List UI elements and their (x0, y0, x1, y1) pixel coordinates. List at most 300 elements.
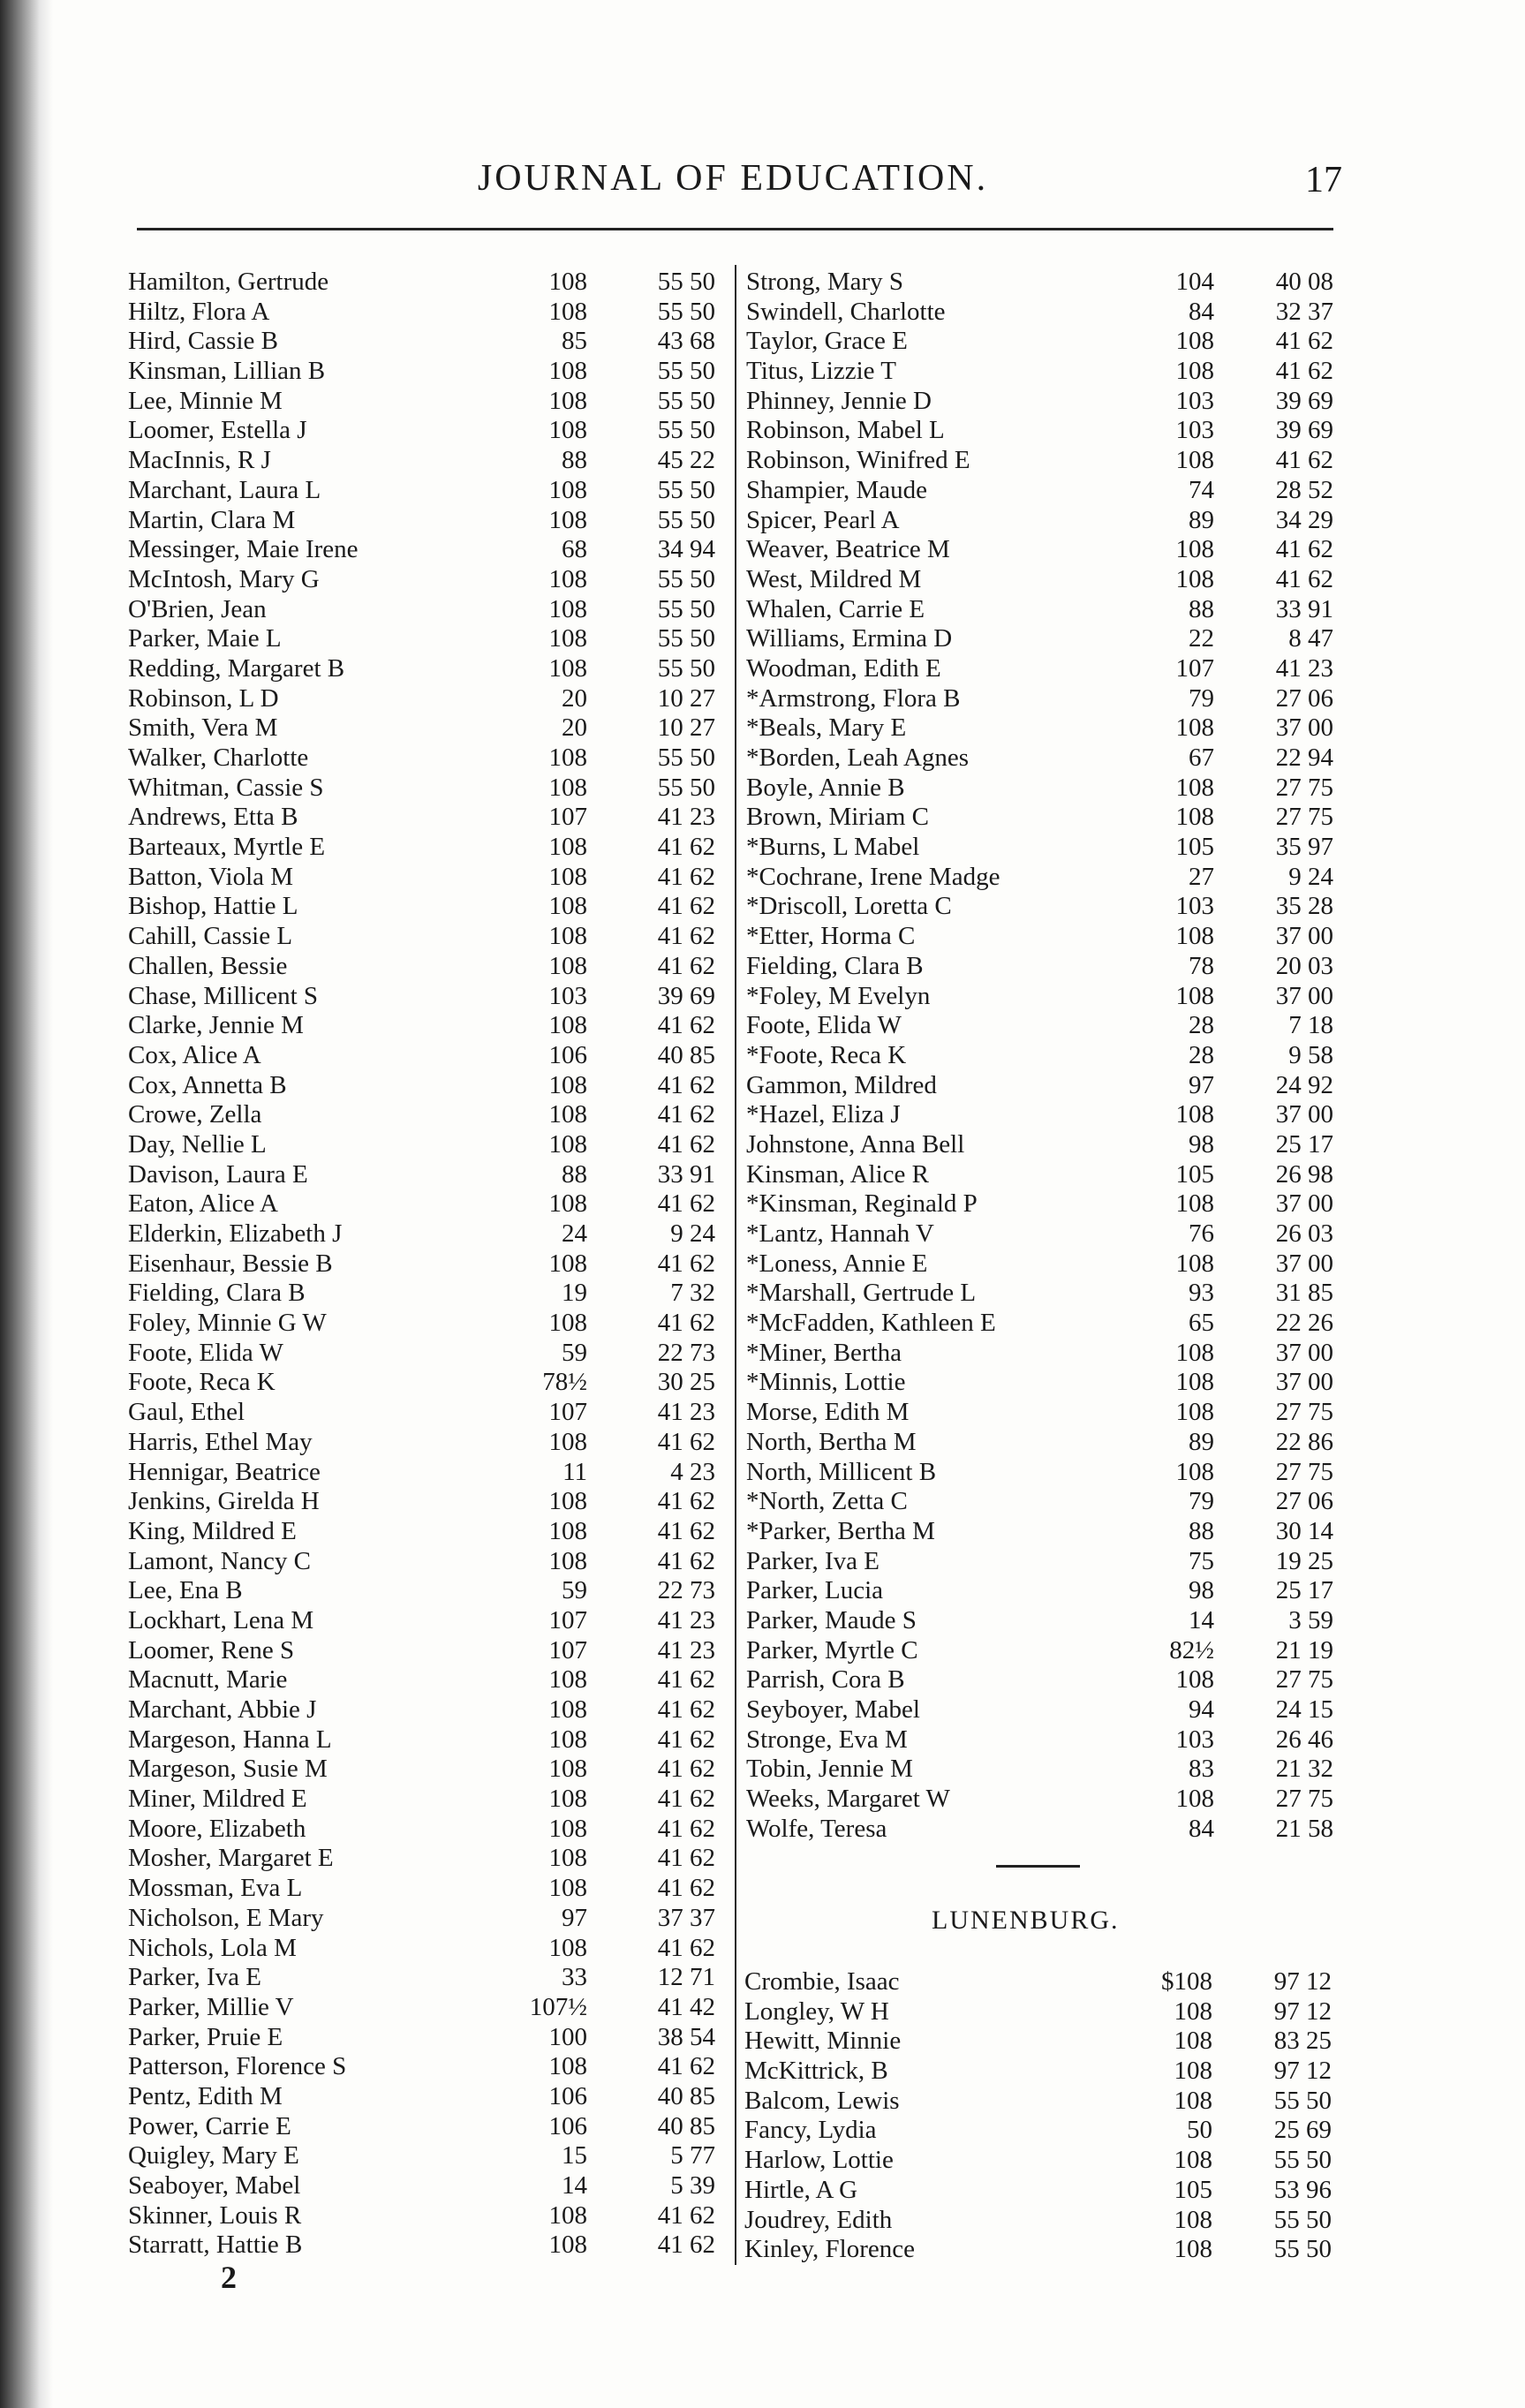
table-row (128, 952, 720, 982)
table-row (128, 1963, 720, 1993)
teacher-name: *North, Zetta C (746, 1487, 908, 1516)
grant-amount: 27 75 (1275, 1457, 1333, 1486)
grant-amount: 37 00 (1275, 1338, 1333, 1367)
journal-title: JOURNAL OF EDUCATION. (477, 158, 989, 199)
teacher-name: MacInnis, R J (128, 446, 271, 475)
grant-amount: 33 91 (1275, 594, 1333, 623)
grant-amount: 39 69 (1275, 386, 1333, 415)
grant-amount: 41 62 (1275, 327, 1333, 356)
table-row (746, 268, 1333, 298)
teacher-name: Williams, Ermina D (746, 624, 953, 653)
table-row (128, 1815, 720, 1845)
grant-amount: 25 17 (1275, 1576, 1333, 1605)
days-taught: 108 (548, 1189, 587, 1219)
table-row (746, 1695, 1333, 1725)
days-taught: 108 (548, 1814, 587, 1843)
days-taught: 108 (548, 744, 587, 772)
grant-amount: 55 50 (1273, 2235, 1332, 2264)
teacher-name: Parker, Pruie E (128, 2022, 283, 2051)
days-taught: 88 (562, 446, 587, 475)
grant-amount: 55 50 (657, 416, 715, 445)
days-taught: $108 (1161, 1967, 1212, 1996)
header-rule (137, 228, 1333, 230)
days-taught: 108 (548, 1100, 587, 1129)
days-taught: 108 (1175, 1249, 1214, 1278)
table-row (128, 357, 720, 387)
days-taught: 108 (548, 386, 587, 415)
grant-amount: 55 50 (657, 653, 715, 683)
days-taught: 59 (562, 1338, 587, 1367)
grant-amount: 9 24 (1288, 862, 1333, 891)
table-row (128, 1517, 720, 1547)
grant-amount: 30 14 (1275, 1516, 1333, 1545)
table-row (128, 654, 720, 684)
table-row (128, 2141, 720, 2171)
grant-amount: 30 25 (657, 1368, 715, 1397)
grant-amount: 22 73 (657, 1576, 715, 1605)
teacher-name: Robinson, Mabel L (746, 416, 945, 445)
table-row (746, 506, 1333, 536)
days-taught: 108 (1175, 1457, 1214, 1486)
days-taught: 105 (1175, 1159, 1214, 1189)
teacher-name: Bishop, Hattie L (128, 892, 298, 921)
teacher-name: *Beals, Mary E (746, 713, 907, 743)
table-row (128, 506, 720, 536)
teacher-name: Foley, Minnie G W (128, 1309, 327, 1338)
grant-amount: 39 69 (657, 981, 715, 1010)
grant-amount: 55 50 (657, 268, 715, 296)
teacher-name: McKittrick, B (744, 2057, 888, 2086)
grant-amount: 7 32 (670, 1279, 715, 1308)
grant-amount: 55 50 (657, 624, 715, 653)
table-row (744, 2206, 1336, 2236)
teacher-name: Shampier, Maude (746, 475, 928, 504)
days-taught: 108 (548, 2200, 587, 2230)
grant-amount: 37 00 (1275, 1100, 1333, 1129)
teacher-name: Chase, Millicent S (128, 981, 319, 1010)
days-taught: 108 (548, 1427, 587, 1456)
grant-amount: 37 37 (657, 1903, 715, 1932)
days-taught: 108 (548, 922, 587, 951)
teacher-name: Gammon, Mildred (746, 1070, 937, 1099)
teacher-name: *Kinsman, Reginald P (746, 1189, 978, 1219)
teacher-name: West, Mildred M (746, 564, 922, 593)
days-taught: 108 (548, 268, 587, 296)
grant-amount: 26 03 (1275, 1219, 1333, 1248)
grant-amount: 5 39 (670, 2171, 715, 2200)
table-row (746, 982, 1333, 1012)
teacher-name: Smith, Vera M (128, 713, 278, 743)
teacher-name: Challen, Bessie (128, 951, 288, 980)
grant-amount: 40 85 (657, 2111, 715, 2140)
grant-amount: 41 62 (657, 1011, 715, 1040)
table-row (746, 952, 1333, 982)
grant-amount: 39 69 (1275, 416, 1333, 445)
table-row (128, 1934, 720, 1964)
table-row (744, 2027, 1336, 2057)
days-taught: 106 (548, 1040, 587, 1069)
days-taught: 88 (562, 1159, 587, 1189)
days-taught: 105 (1174, 2175, 1212, 2204)
grant-amount: 55 50 (657, 773, 715, 802)
grant-amount: 21 58 (1275, 1814, 1333, 1843)
days-taught: 108 (548, 1546, 587, 1575)
teacher-name: *Driscoll, Loretta C (746, 892, 952, 921)
grant-amount: 41 62 (657, 2231, 715, 2260)
teacher-name: Clarke, Jennie M (128, 1011, 304, 1040)
days-taught: 98 (1189, 1576, 1214, 1605)
teacher-name: Moore, Elizabeth (128, 1814, 306, 1843)
table-row (128, 2112, 720, 2142)
table-row (128, 1576, 720, 1606)
teacher-name: Hewitt, Minnie (744, 2027, 902, 2056)
grant-amount: 4 23 (670, 1457, 715, 1486)
table-row (128, 1874, 720, 1904)
days-taught: 33 (562, 1963, 587, 1992)
table-row (744, 2235, 1336, 2265)
grant-amount: 97 12 (1273, 2057, 1332, 2086)
teacher-name: *Borden, Leah Agnes (746, 744, 970, 772)
teacher-name: Gaul, Ethel (128, 1398, 245, 1427)
grant-amount: 41 62 (657, 1189, 715, 1219)
days-taught: 108 (548, 1487, 587, 1516)
teacher-name: Batton, Viola M (128, 862, 294, 891)
teacher-name: *Loness, Annie E (746, 1249, 928, 1278)
teacher-name: Lee, Minnie M (128, 386, 283, 415)
teacher-name: Parrish, Cora B (746, 1665, 905, 1695)
teacher-name: Whalen, Carrie E (746, 594, 925, 623)
teacher-name: Loomer, Estella J (128, 416, 307, 445)
teacher-name: Titus, Lizzie T (746, 357, 896, 386)
teacher-name: Weaver, Beatrice M (746, 535, 950, 564)
teacher-name: Patterson, Florence S (128, 2052, 347, 2081)
teacher-name: Phinney, Jennie D (746, 386, 932, 415)
table-row (746, 774, 1333, 804)
grant-amount: 31 85 (1275, 1279, 1333, 1308)
teacher-name: *Miner, Bertha (746, 1338, 902, 1367)
grant-amount: 27 75 (1275, 1398, 1333, 1427)
days-taught: 105 (1175, 833, 1214, 862)
table-row (744, 2087, 1336, 2117)
section-title-lunenburg: LUNENBURG. (932, 1906, 1120, 1935)
days-taught: 107½ (529, 1992, 587, 2021)
table-row (746, 1189, 1333, 1219)
teacher-name: Woodman, Edith E (746, 653, 941, 683)
teacher-name: Joudrey, Edith (744, 2205, 893, 2234)
table-row (128, 684, 720, 714)
page-edge-shadow (0, 0, 53, 2408)
teacher-name: Day, Nellie L (128, 1129, 267, 1159)
days-taught: 108 (1175, 1785, 1214, 1814)
days-taught: 103 (1175, 386, 1214, 415)
teacher-name: Swindell, Charlotte (746, 297, 946, 326)
table-row (746, 684, 1333, 714)
table-row (746, 1011, 1333, 1041)
teacher-name: Fancy, Lydia (744, 2116, 877, 2145)
days-taught: 108 (548, 1695, 587, 1724)
grant-amount: 37 00 (1275, 922, 1333, 951)
days-taught: 108 (1175, 535, 1214, 564)
days-taught: 84 (1189, 297, 1214, 326)
days-taught: 76 (1189, 1219, 1214, 1248)
table-row (746, 298, 1333, 328)
teacher-name: Boyle, Annie B (746, 773, 905, 802)
table-row (128, 446, 720, 476)
grant-amount: 21 19 (1275, 1635, 1333, 1664)
grant-amount: 20 03 (1275, 951, 1333, 980)
table-row (746, 1606, 1333, 1636)
table-row (128, 387, 720, 417)
teacher-name: *Minnis, Lottie (746, 1368, 906, 1397)
teacher-name: *Parker, Bertha M (746, 1516, 935, 1545)
table-row (128, 2231, 720, 2261)
grant-amount: 41 62 (657, 1249, 715, 1278)
days-taught: 108 (1175, 1368, 1214, 1397)
table-row (128, 1695, 720, 1725)
table-row (746, 1279, 1333, 1309)
grant-amount: 41 62 (657, 1516, 715, 1545)
table-row (128, 1904, 720, 1934)
table-row (128, 1755, 720, 1785)
teacher-name: Walker, Charlotte (128, 744, 309, 772)
grant-amount: 55 50 (657, 475, 715, 504)
days-taught: 108 (1174, 2057, 1212, 2086)
days-taught: 108 (548, 1070, 587, 1099)
lunenburg-list (744, 1967, 1336, 2265)
teacher-name: Harris, Ethel May (128, 1427, 313, 1456)
table-row (128, 1279, 720, 1309)
teacher-name: Marchant, Laura L (128, 475, 321, 504)
page-header (0, 157, 1525, 210)
table-row (746, 1725, 1333, 1755)
grant-amount: 41 62 (657, 1755, 715, 1784)
days-taught: 108 (1175, 446, 1214, 475)
days-taught: 107 (548, 1635, 587, 1664)
days-taught: 108 (1175, 1398, 1214, 1427)
days-taught: 28 (1189, 1011, 1214, 1040)
teacher-name: *Lantz, Hannah V (746, 1219, 934, 1248)
teacher-name: Hiltz, Flora A (128, 297, 270, 326)
days-taught: 108 (1175, 1338, 1214, 1367)
table-row (746, 892, 1333, 922)
grant-amount: 28 52 (1275, 475, 1333, 504)
days-taught: 97 (562, 1903, 587, 1932)
grant-amount: 26 98 (1275, 1159, 1333, 1189)
teacher-name: Parker, Iva E (746, 1546, 880, 1575)
days-taught: 108 (548, 505, 587, 534)
days-taught: 108 (1174, 2205, 1212, 2234)
teacher-name: Skinner, Louis R (128, 2200, 302, 2230)
grant-amount: 40 85 (657, 2081, 715, 2110)
table-row (128, 1458, 720, 1488)
teacher-name: King, Mildred E (128, 1516, 297, 1545)
teacher-name: Balcom, Lewis (744, 2086, 900, 2115)
teacher-name: Nichols, Lola M (128, 1933, 297, 1962)
teacher-name: *Hazel, Eliza J (746, 1100, 901, 1129)
teacher-name: Johnstone, Anna Bell (746, 1129, 965, 1159)
grant-amount: 19 25 (1275, 1546, 1333, 1575)
days-taught: 108 (548, 1665, 587, 1695)
grant-amount: 55 50 (1273, 2146, 1332, 2175)
table-row (128, 268, 720, 298)
teacher-name: Messinger, Maie Irene (128, 535, 359, 564)
table-row (128, 595, 720, 625)
teacher-name: Power, Carrie E (128, 2111, 291, 2140)
days-taught: 94 (1189, 1695, 1214, 1724)
teacher-name: Barteaux, Myrtle E (128, 833, 326, 862)
teacher-name: *Burns, L Mabel (746, 833, 920, 862)
teacher-name: Weeks, Margaret W (746, 1785, 950, 1814)
table-row (128, 2052, 720, 2082)
table-row (746, 357, 1333, 387)
days-taught: 108 (1175, 773, 1214, 802)
days-taught: 103 (1175, 1725, 1214, 1754)
teacher-name: Miner, Mildred E (128, 1785, 307, 1814)
days-taught: 65 (1189, 1309, 1214, 1338)
table-row (746, 1487, 1333, 1517)
days-taught: 83 (1189, 1755, 1214, 1784)
grant-amount: 10 27 (657, 683, 715, 713)
grant-amount: 41 23 (657, 1398, 715, 1427)
days-taught: 88 (1189, 1516, 1214, 1545)
teacher-name: *Etter, Horma C (746, 922, 916, 951)
teacher-name: *Foote, Reca K (746, 1040, 907, 1069)
table-row (128, 1725, 720, 1755)
days-taught: 15 (562, 2141, 587, 2170)
teacher-name: O'Brien, Jean (128, 594, 267, 623)
days-taught: 100 (548, 2022, 587, 2051)
teacher-name: Wolfe, Teresa (746, 1814, 887, 1843)
teacher-name: Mosher, Margaret E (128, 1844, 334, 1873)
table-row (746, 476, 1333, 506)
table-row (746, 833, 1333, 863)
grant-amount: 53 96 (1273, 2175, 1332, 2204)
table-row (128, 535, 720, 565)
grant-amount: 33 91 (657, 1159, 715, 1189)
days-taught: 97 (1189, 1070, 1214, 1099)
teacher-name: Elderkin, Elizabeth J (128, 1219, 343, 1248)
table-row (746, 416, 1333, 446)
days-taught: 108 (548, 1309, 587, 1338)
teacher-name: Marchant, Abbie J (128, 1695, 317, 1724)
days-taught: 108 (1175, 803, 1214, 832)
table-row (128, 1041, 720, 1071)
table-row (746, 1576, 1333, 1606)
teacher-name: Parker, Myrtle C (746, 1635, 918, 1664)
table-row (746, 1458, 1333, 1488)
teacher-name: North, Millicent B (746, 1457, 937, 1486)
days-taught: 108 (548, 1874, 587, 1903)
table-row (128, 922, 720, 952)
grant-amount: 22 26 (1275, 1309, 1333, 1338)
table-row (746, 863, 1333, 893)
grant-amount: 41 62 (657, 1129, 715, 1159)
table-row (128, 863, 720, 893)
teacher-name: Eaton, Alice A (128, 1189, 278, 1219)
grant-amount: 41 62 (657, 1487, 715, 1516)
grant-amount: 27 06 (1275, 683, 1333, 713)
teacher-name: Foote, Elida W (128, 1338, 283, 1367)
grant-amount: 5 77 (670, 2141, 715, 2170)
grant-amount: 41 42 (657, 1992, 715, 2021)
days-taught: 108 (548, 653, 587, 683)
table-row (744, 1997, 1336, 2027)
table-row (746, 1041, 1333, 1071)
signature-mark: 2 (221, 2260, 237, 2295)
days-taught: 20 (562, 683, 587, 713)
grant-amount: 41 62 (657, 1665, 715, 1695)
days-taught: 11 (562, 1457, 587, 1486)
teacher-name: Brown, Miriam C (746, 803, 930, 832)
grant-amount: 41 62 (657, 1874, 715, 1903)
table-row (746, 624, 1333, 654)
grant-amount: 55 50 (657, 744, 715, 772)
table-row (128, 1160, 720, 1190)
days-taught: 103 (1175, 416, 1214, 445)
days-taught: 108 (548, 1129, 587, 1159)
right-column (746, 268, 1333, 1844)
days-taught: 28 (1189, 1040, 1214, 1069)
grant-amount: 55 50 (657, 594, 715, 623)
grant-amount: 34 29 (1275, 505, 1333, 534)
days-taught: 84 (1189, 1814, 1214, 1843)
table-row (128, 2023, 720, 2053)
grant-amount: 34 94 (657, 535, 715, 564)
table-row (746, 803, 1333, 833)
grant-amount: 41 62 (1275, 535, 1333, 564)
teacher-name: *Cochrane, Irene Madge (746, 862, 1000, 891)
grant-amount: 12 71 (657, 1963, 715, 1992)
days-taught: 108 (1175, 922, 1214, 951)
teacher-name: Davison, Laura E (128, 1159, 308, 1189)
table-row (128, 565, 720, 595)
grant-amount: 41 62 (657, 833, 715, 862)
days-taught: 108 (1175, 1189, 1214, 1219)
teacher-name: Spicer, Pearl A (746, 505, 900, 534)
table-row (128, 1547, 720, 1577)
table-row (128, 1309, 720, 1339)
teacher-name: Macnutt, Marie (128, 1665, 288, 1695)
grant-amount: 37 00 (1275, 1368, 1333, 1397)
table-row (746, 1547, 1333, 1577)
days-taught: 88 (1189, 594, 1214, 623)
grant-amount: 35 97 (1275, 833, 1333, 862)
days-taught: 78½ (542, 1368, 587, 1397)
table-row (128, 833, 720, 863)
teacher-name: Lockhart, Lena M (128, 1605, 314, 1634)
days-taught: 108 (548, 1844, 587, 1873)
days-taught: 106 (548, 2081, 587, 2110)
teacher-name: Lamont, Nancy C (128, 1546, 311, 1575)
table-row (128, 1130, 720, 1160)
grant-amount: 41 62 (1275, 446, 1333, 475)
grant-amount: 10 27 (657, 713, 715, 743)
days-taught: 59 (562, 1576, 587, 1605)
grant-amount: 22 94 (1275, 744, 1333, 772)
days-taught: 103 (548, 981, 587, 1010)
table-row (746, 1160, 1333, 1190)
grant-amount: 41 62 (1275, 357, 1333, 386)
grant-amount: 26 46 (1275, 1725, 1333, 1754)
days-taught: 108 (548, 2231, 587, 2260)
table-row (128, 744, 720, 774)
grant-amount: 27 75 (1275, 1785, 1333, 1814)
teacher-name: Foote, Elida W (746, 1011, 902, 1040)
days-taught: 67 (1189, 744, 1214, 772)
teacher-name: McIntosh, Mary G (128, 564, 320, 593)
table-row (128, 624, 720, 654)
table-row (746, 387, 1333, 417)
